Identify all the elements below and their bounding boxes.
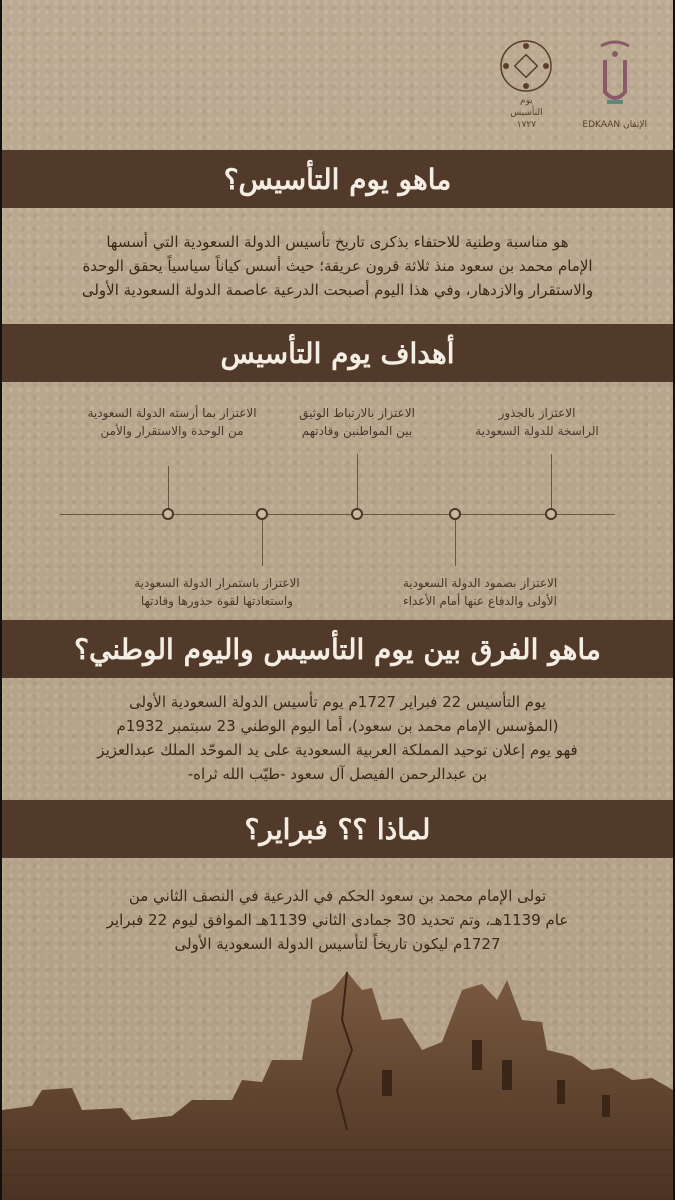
goal-text: واستعادتها لقوة جذورها وقادتها <box>140 594 294 608</box>
timeline-node <box>162 508 174 520</box>
timeline-stem <box>168 466 169 510</box>
timeline-stem <box>551 454 552 510</box>
goal-text: الاعتزاز بالارتباط الوثيق <box>299 406 415 420</box>
section-difference-header <box>2 620 673 678</box>
section-title: ماهو الفرق بين يوم التأسيس واليوم الوطني؟ <box>74 632 601 666</box>
goal-text: الاعتزاز بما أرسته الدولة السعودية <box>87 406 257 420</box>
timeline-stem <box>262 520 263 566</box>
paragraph-line: فهو يوم إعلان توحيد المملكة العربية السعودية على يد الموحّد الملك عبدالعزيز <box>97 741 578 759</box>
logo-area <box>498 38 647 130</box>
paragraph-line: والاستقرار والازدهار، وفي هذا اليوم أصبحت الدرعية عاصمة الدولة السعودية الأولى <box>81 281 594 299</box>
timeline-node <box>351 508 363 520</box>
section-why-february-header <box>2 800 673 858</box>
paragraph-line: بن عبدالرحمن الفيصل آل سعود -طيّب الله ثراه- <box>187 765 488 783</box>
goal-top-3 <box>72 404 272 440</box>
section-what-is-founding-day-body <box>28 230 647 302</box>
paragraph-line: عام 1139هـ، وتم تحديد 30 جمادى الثاني 1139هـ الموافق ليوم 22 فبراير <box>106 911 569 929</box>
goal-text: الأولى والدفاع عنها أمام الأعداء <box>403 594 557 608</box>
diriyah-ruins-illustration <box>2 960 673 1200</box>
founding-day-emblem-icon <box>498 38 554 94</box>
paragraph-line: هو مناسبة وطنية للاحتفاء بذكرى تاريخ تأسيس الدولة السعودية التي أسسها <box>106 233 569 251</box>
founding-day-logo <box>498 38 554 130</box>
goal-bottom-2 <box>112 574 322 610</box>
goal-text: الاعتزاز بصمود الدولة السعودية <box>402 576 558 590</box>
timeline-stem <box>357 454 358 510</box>
timeline-node <box>256 508 268 520</box>
logo-caption-tasis: التأسيس <box>510 108 543 118</box>
goal-text: الاعتزاز بالجذور <box>498 406 576 420</box>
paragraph-line: الإمام محمد بن سعود منذ ثلاثة قرون عريقة؛ حيث أسس كياناً سياسياً يحقق الوحدة <box>82 257 593 275</box>
itqan-logo <box>582 38 647 130</box>
section-title: أهداف يوم التأسيس <box>220 336 455 370</box>
section-what-is-founding-day-header <box>2 150 673 208</box>
goal-text: الاعتزاز باستمرار الدولة السعودية <box>134 576 300 590</box>
section-why-february-body <box>28 884 647 956</box>
goal-text: بين المواطنين وقادتهم <box>301 424 413 438</box>
section-title: لماذا ؟؟ فبراير؟ <box>244 812 431 846</box>
paragraph-line: تولى الإمام محمد بن سعود الحكم في الدرعية في النصف الثاني من <box>128 887 547 905</box>
section-title: ماهو يوم التأسيس؟ <box>223 162 452 196</box>
timeline-node <box>545 508 557 520</box>
logo-caption-year: ١٧٢٧ <box>516 120 537 130</box>
timeline-stem <box>455 520 456 566</box>
logo-caption-yawm: يوم <box>520 96 533 106</box>
itqan-caption: EDKAAN الإتقان <box>582 120 647 130</box>
paragraph-line: يوم التأسيس 22 فبراير 1727م يوم تأسيس الدولة السعودية الأولى <box>128 693 547 711</box>
paragraph-line: (المؤسس الإمام محمد بن سعود)، أما اليوم الوطني 23 سبتمبر 1932م <box>116 717 559 735</box>
itqan-logo-icon <box>591 38 639 118</box>
section-difference-body <box>28 690 647 786</box>
goal-top-2 <box>282 404 432 440</box>
goal-text: الراسخة للدولة السعودية <box>475 424 599 438</box>
paragraph-line: 1727م ليكون تاريخاً لتأسيس الدولة السعودية الأولى <box>174 935 501 953</box>
goal-top-1 <box>462 404 612 440</box>
goal-text: من الوحدة والاستقرار والأمن <box>100 424 244 438</box>
goal-bottom-1 <box>380 574 580 610</box>
timeline-node <box>449 508 461 520</box>
timeline-line <box>60 514 615 515</box>
section-goals-header <box>2 324 673 382</box>
